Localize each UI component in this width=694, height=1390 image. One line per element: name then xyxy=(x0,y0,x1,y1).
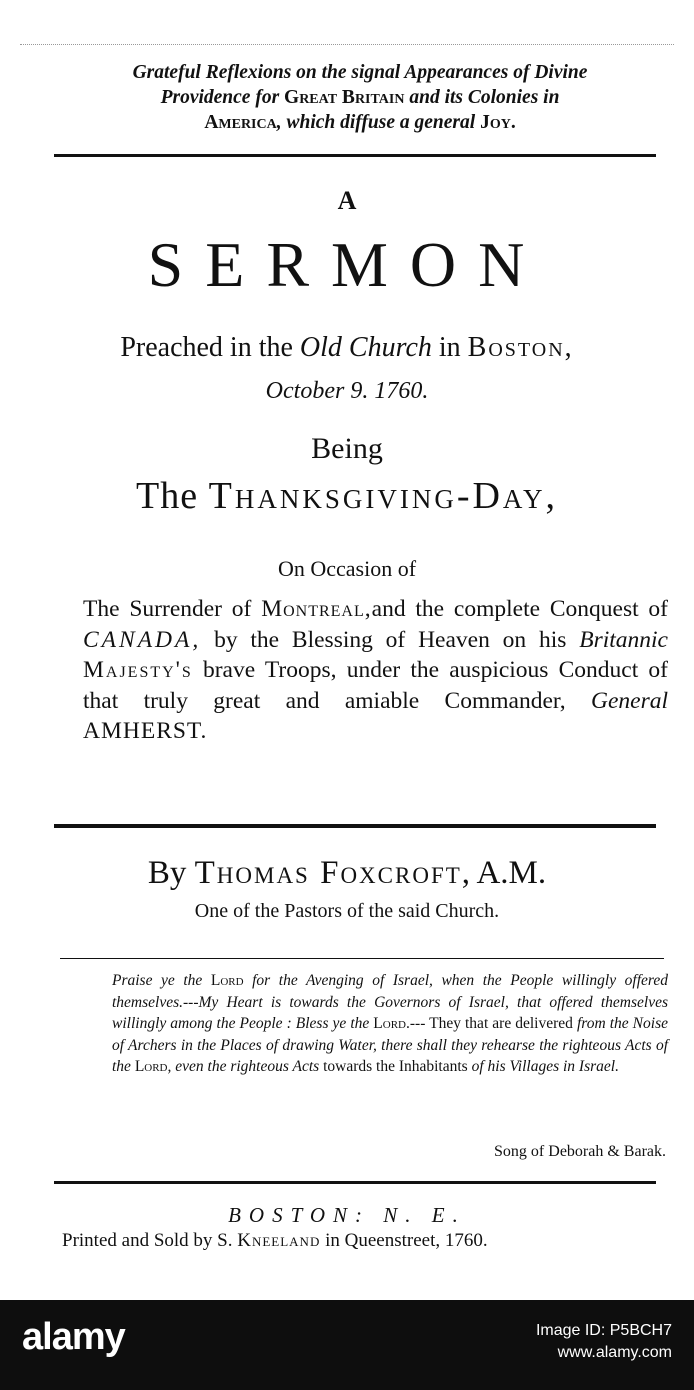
verse-lord-2: Lord xyxy=(373,1015,406,1032)
occasion-majesty: Majesty's xyxy=(83,657,193,683)
occasion-britannic: Britannic xyxy=(579,626,668,653)
verse-v8: , even the righteous Acts xyxy=(167,1058,324,1075)
image-id-label xyxy=(536,1320,672,1364)
author-line xyxy=(0,855,694,892)
being-label: Being xyxy=(311,432,383,465)
occasion-t3: and the complete Conquest of xyxy=(371,596,668,622)
verse-lord-1: Lord xyxy=(210,972,244,989)
header-great-britain: Great Britain xyxy=(284,87,405,108)
verse-source: Song of Deborah & Barak. xyxy=(494,1143,666,1160)
author-role: One of the Pastors of the said Church. xyxy=(194,900,500,922)
occasion-text xyxy=(83,594,668,747)
author-degree: , A.M. xyxy=(461,855,547,891)
header-line-2c: and its Colonies in xyxy=(404,87,560,108)
author-name: Thomas Foxcroft xyxy=(194,855,462,891)
alamy-logo: alamy xyxy=(22,1316,125,1358)
verse-v1: Praise ye the xyxy=(112,972,211,989)
verse-v10: of his Villages in Israel. xyxy=(467,1058,619,1075)
verse-lord-3: Lord xyxy=(134,1058,168,1075)
occasion-montreal: Montreal, xyxy=(261,596,372,622)
preached-boston: Boston, xyxy=(467,332,574,363)
author-by: By xyxy=(147,855,195,891)
occasion-t1: The Surrender of xyxy=(83,596,262,622)
occasion-canada: CANADA, xyxy=(83,626,202,653)
printed-a: Printed and Sold by S. xyxy=(62,1230,238,1251)
rule-above-imprint xyxy=(54,1181,656,1184)
header-line-3b: , which diffuse a general xyxy=(276,112,481,133)
printed-kneeland: Kneeland xyxy=(237,1230,321,1251)
imprint-printer xyxy=(62,1230,662,1252)
verse-v3: for the Avenging of Israel, when the People willingly offered themselves.---My Heart is towards the Governors of Israel, that offered themselves willingly among the People : Bless ye the xyxy=(112,972,668,1032)
top-dotted-rule xyxy=(20,44,674,45)
imprint-place: BOSTON: N. E. xyxy=(228,1203,466,1227)
title-sermon: SERMON xyxy=(147,229,547,300)
preached-c: in xyxy=(431,332,468,363)
occasion-heading: On Occasion of xyxy=(277,556,417,581)
rule-above-verse xyxy=(60,958,664,959)
thanksgiving-line xyxy=(0,474,694,518)
preached-old-church: Old Church xyxy=(299,332,432,363)
occasion-t5: by the Blessing of Heaven on his xyxy=(201,626,580,653)
rule-under-header xyxy=(54,154,656,157)
occasion-general: General xyxy=(590,687,668,714)
printed-c: in Queenstreet, 1760. xyxy=(320,1230,488,1251)
thanks-the: The xyxy=(136,475,209,517)
occasion-amherst: AMHERST. xyxy=(83,718,208,744)
preached-line xyxy=(0,332,694,364)
sermon-date: October 9. 1760. xyxy=(265,378,429,404)
thanks-day: Thanksgiving-Day, xyxy=(208,475,558,517)
verse-v9: towards the Inhabitants xyxy=(323,1058,468,1075)
verse-v6: from the Noise of Archers in the Places of drawing Water, there shall they rehearse the righteous Acts of the xyxy=(112,1015,668,1075)
header-line-2a: Providence for xyxy=(160,87,285,108)
header-line-1: Grateful Reflexions on the signal Appearances of Divine xyxy=(132,62,588,83)
verse-v5: .--- They that are delivered xyxy=(406,1015,577,1032)
site-url: www.alamy.com xyxy=(557,1344,672,1361)
header-joy: Joy. xyxy=(480,112,516,133)
scripture-verse xyxy=(112,970,668,1078)
image-id: Image ID: P5BCH7 xyxy=(535,1322,672,1339)
preached-a: Preached in the xyxy=(120,332,300,363)
title-a: A xyxy=(337,186,357,215)
header-line-2 xyxy=(50,85,670,110)
header-line-3 xyxy=(50,110,670,135)
occasion-t8: brave Troops, under the auspicious Conduct of that truly great and amiable Commander, xyxy=(83,657,668,714)
header-title xyxy=(50,60,670,135)
header-america: America xyxy=(204,112,277,133)
watermark-bar xyxy=(0,1300,694,1390)
rule-above-author xyxy=(54,824,656,828)
